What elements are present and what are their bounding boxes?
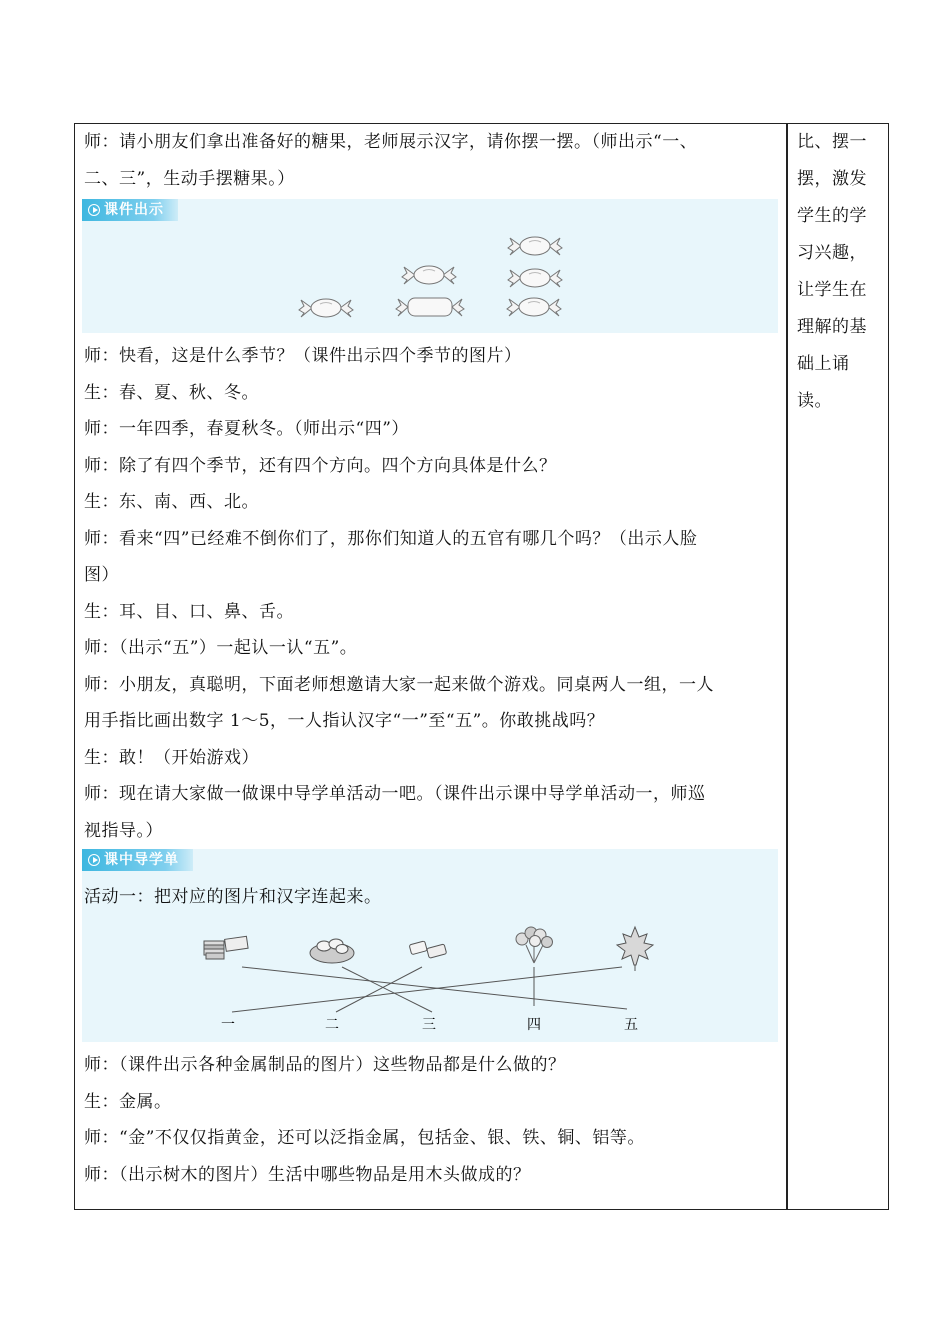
match-line	[336, 967, 422, 1012]
text-line: 生：春、夏、秋、冬。	[84, 382, 259, 403]
text-line: 师：除了有四个季节，还有四个方向。四个方向具体是什么？	[84, 455, 557, 476]
main-column-bottom	[84, 1047, 780, 1193]
text-line: 师：快看，这是什么季节？（课件出示四个季节的图片）	[84, 346, 522, 366]
match-line	[232, 967, 622, 1012]
text-line: 生：敢！（开始游戏）	[84, 747, 259, 768]
matching-illustration	[82, 849, 778, 1042]
side-text-line: 让学生在	[797, 280, 867, 300]
worksheet-tag-label: 课中导学单	[104, 852, 179, 868]
erasers-icon	[409, 941, 447, 958]
match-char-four: 四	[527, 1017, 541, 1033]
text-line: 师：（出示“五”）一起认一认“五”。	[84, 638, 358, 658]
text-line: 生：金属。	[84, 1091, 172, 1112]
side-text-line: 理解的基	[797, 317, 867, 337]
candy-icon	[402, 266, 456, 284]
text-line: 师：小朋友，真聪明，下面老师想邀请大家一起来做个游戏。同桌两人一组，一人	[84, 674, 714, 695]
balloons-icon	[516, 927, 553, 963]
candies-illustration	[82, 199, 778, 333]
text-line: 生：耳、目、口、鼻、舌。	[84, 601, 294, 622]
main-column	[84, 124, 780, 197]
activity-instruction: 活动一：把对应的图片和汉字连起来。	[84, 887, 382, 907]
text-line: 二、三”，生动手摆糖果。）	[84, 168, 295, 189]
main-column-middle	[84, 338, 780, 849]
text-line: 师：一年四季，春夏秋冬。（师出示“四”）	[84, 419, 409, 439]
text-line: 师：看来“四”已经难不倒你们了，那你们知道人的五官有哪几个吗？（出示人脸	[84, 528, 698, 549]
side-text-line: 础上诵	[797, 354, 850, 374]
text-line: 视指导。）	[84, 820, 163, 841]
candy-icon	[508, 237, 562, 255]
text-line: 用手指比画出数字 1～5，一人指认汉字“一”至“五”。你敢挑战吗？	[84, 711, 605, 731]
candy-icon	[299, 299, 353, 317]
courseware-tag-label: 课件出示	[104, 202, 164, 218]
text-line: 师：现在请大家做一做课中导学单活动一吧。（课件出示课中导学单活动一，师巡	[84, 784, 706, 804]
match-char-two: 二	[325, 1017, 339, 1033]
candy-icon	[507, 298, 561, 316]
match-char-one: 一	[221, 1017, 235, 1033]
side-text-line: 学生的学	[797, 206, 867, 226]
matching-lines	[232, 967, 627, 1012]
text-line: 师：“金”不仅仅指黄金，还可以泛指金属，包括金、银、铁、铜、铝等。	[84, 1128, 645, 1148]
column-divider	[786, 123, 788, 1210]
side-column	[797, 124, 877, 420]
text-line: 师：（出示树木的图片）生活中哪些物品是用木头做成的？	[84, 1164, 531, 1185]
side-text-line: 比、摆一	[797, 132, 867, 152]
match-char-three: 三	[422, 1017, 436, 1033]
nest-eggs-icon	[310, 939, 354, 963]
text-line: 图）	[84, 565, 119, 585]
side-text-line: 摆，激发	[797, 169, 867, 189]
text-line: 师：请小朋友们拿出准备好的糖果，老师展示汉字，请你摆一摆。（师出示“一、	[84, 132, 698, 152]
match-line	[342, 967, 432, 1012]
side-text-line: 习兴趣，	[797, 243, 867, 263]
side-text-line: 读。	[797, 391, 832, 411]
text-line: 生：东、南、西、北。	[84, 492, 259, 512]
worksheet-panel	[82, 849, 778, 1042]
courseware-panel	[82, 199, 778, 333]
books-icon	[204, 936, 248, 959]
match-char-five: 五	[624, 1017, 638, 1033]
text-line: 师：（课件出示各种金属制品的图片）这些物品都是什么做的？	[84, 1055, 566, 1075]
candy-icon	[508, 269, 562, 287]
maple-leaf-icon	[617, 927, 653, 971]
candy-icon	[396, 298, 464, 316]
